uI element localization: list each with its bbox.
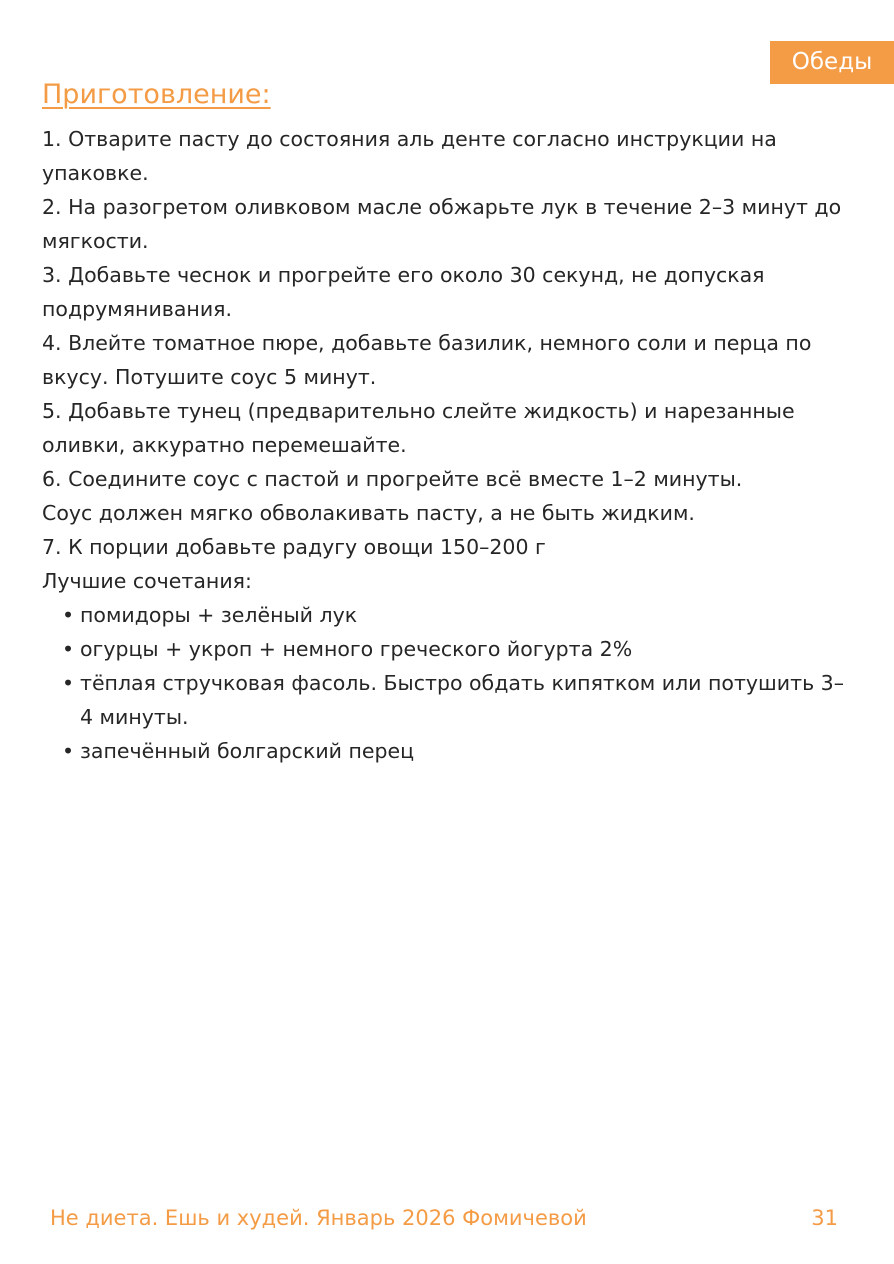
step-4: 4. Влейте томатное пюре, добавьте базилик, немного соли и перца по вкусу. Потушите соус 5 минут. — [42, 331, 812, 389]
recipe-steps — [42, 122, 854, 768]
bullet-icon: • — [62, 671, 75, 695]
footer-publication: Не диета. Ешь и худей. Январь 2026 Фомичевой — [50, 1206, 587, 1230]
page-number: 31 — [811, 1206, 838, 1230]
list-item-text: запечённый болгарский перец — [80, 739, 415, 763]
list-item-text: помидоры + зелёный лук — [80, 603, 358, 627]
step-5: 5. Добавьте тунец (предварительно слейте жидкость) и нарезанные оливки, аккуратно перемешайте. — [42, 399, 795, 457]
step-6: 6. Соедините соус с пастой и прогрейте всё вместе 1–2 минуты. — [42, 467, 743, 491]
list-item — [42, 632, 854, 666]
bullet-icon: • — [62, 603, 75, 627]
step-2: 2. На разогретом оливковом масле обжарьте лук в течение 2–3 минут до мягкости. — [42, 195, 842, 253]
combinations-list — [42, 598, 854, 768]
bullet-icon: • — [62, 739, 75, 763]
list-item-text: огурцы + укроп + немного греческого йогурта 2% — [80, 637, 633, 661]
step-6-note: Соус должен мягко обволакивать пасту, а не быть жидким. — [42, 501, 695, 525]
list-item — [42, 598, 854, 632]
combinations-label: Лучшие сочетания: — [42, 569, 252, 593]
list-item-text: тёплая стручковая фасоль. Быстро обдать кипятком или потушить 3–4 минуты. — [80, 671, 844, 729]
bullet-icon: • — [62, 637, 75, 661]
category-tag: Обеды — [770, 41, 894, 84]
section-title: Приготовление: — [42, 79, 271, 110]
step-3: 3. Добавьте чеснок и прогрейте его около 30 секунд, не допуская подрумянивания. — [42, 263, 765, 321]
list-item — [42, 666, 854, 734]
step-7: 7. К порции добавьте радугу овощи 150–200 г — [42, 535, 546, 559]
step-1: 1. Отварите пасту до состояния аль денте согласно инструкции на упаковке. — [42, 127, 777, 185]
list-item — [42, 734, 854, 768]
